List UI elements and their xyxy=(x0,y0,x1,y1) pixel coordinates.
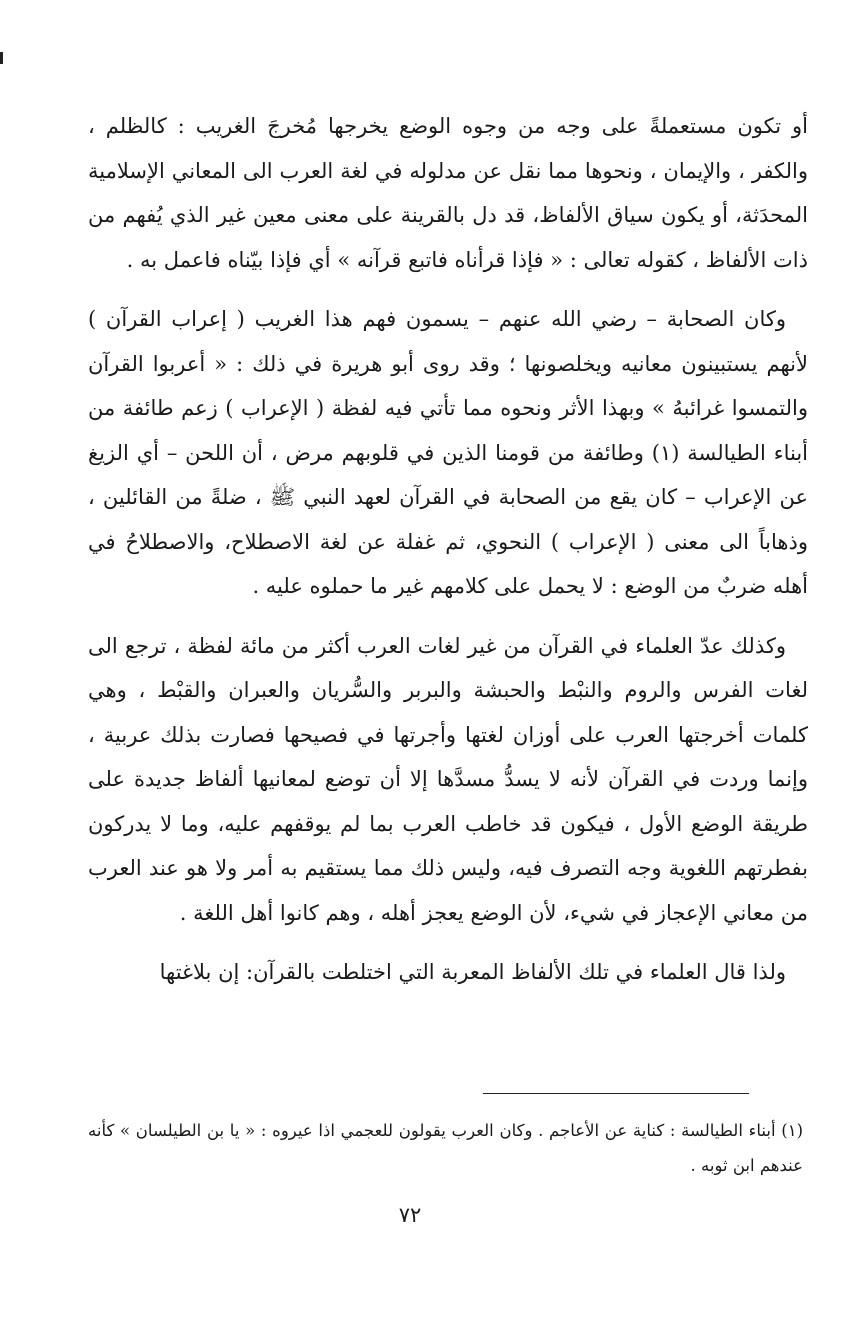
paragraph-1: أو تكون مستعملةً على وجه من وجوه الوضع يخرجها مُخرجَ الغريب : كالظلم ، والكفر ، والإيمان ، ونحوها مما نقل عن مدلوله في لغة العرب الى المعاني الإسلامية المحدَثة، أو يكون سياق الألفاظ، قد دل بالقرينة على معنى معين غير الذي يُفهم من ذات الألفاظ ، كقوله تعالى : « فإذا قرأناه فاتبع قرآنه » أي فإذا بيّناه فاعمل به . xyxy=(88,114,808,272)
page-edge-mark xyxy=(0,52,3,64)
footnote-separator xyxy=(483,1093,749,1094)
main-text xyxy=(88,104,808,1010)
paragraph-4: ولذا قال العلماء في تلك الألفاظ المعربة التي اختلطت بالقرآن: إن بلاغتها xyxy=(159,960,786,984)
page-number: ٧٢ xyxy=(398,1203,422,1227)
paragraph-2: وكان الصحابة – رضي الله عنهم – يسمون فهم هذا الغريب ( إعراب القرآن ) لأنهم يستبينون معانيه ويخلصونها ؛ وقد روى أبو هريرة في ذلك : « أعربوا القرآن والتمسوا غرائبهُ » وبهذا الأثر ونحوه مما تأتي فيه لفظة ( الإعراب ) زعم طائفة من أبناء الطيالسة (١) وطائفة من قومنا الذين في قلوبهم مرض ، أن اللحن – أي الزيغ عن الإعراب – كان يقع من الصحابة في القرآن لعهد النبي ﷺ ، ضلةً من القائلين ، وذهاباً الى معنى ( الإعراب ) النحوي، ثم غفلة عن لغة الاصطلاح، والاصطلاحُ في أهله ضربٌ من الوضع : لا يحمل على كلامهم غير ما حملوه عليه . xyxy=(88,307,809,598)
paragraph-3: وكذلك عدّ العلماء في القرآن من غير لغات العرب أكثر من مائة لفظة ، ترجع الى لغات الفرس والروم والنبْط والحبشة والبربر والسُّريان والعبران والقبْط ، وهي كلمات أخرجتها العرب على أوزان لغتها وأجرتها في فصيحها فصارت بذلك عربية ، وإنما وردت في القرآن لأنه لا يسدُّ مسدَّها إلا أن توضع لمعانيها ألفاظ جديدة على طريقة الوضع الأول ، فيكون قد خاطب العرب بما لم يوقفهم عليه، وما لا يدركون بفطرتهم اللغوية وجه التصرف فيه، وليس ذلك مما يستقيم به أمر ولا هو عند العرب من معاني الإعجاز في شيء، لأن الوضع يعجز أهله ، وهم كانوا أهل اللغة . xyxy=(88,633,808,925)
footnotes xyxy=(88,1113,803,1183)
footnote-1: (١) أبناء الطيالسة : كناية عن الأعاجم . وكان العرب يقولون للعجمي اذا عيروه : « يا بن الطيلسان » كأنه عندهم ابن ثوبه . xyxy=(88,1121,803,1175)
